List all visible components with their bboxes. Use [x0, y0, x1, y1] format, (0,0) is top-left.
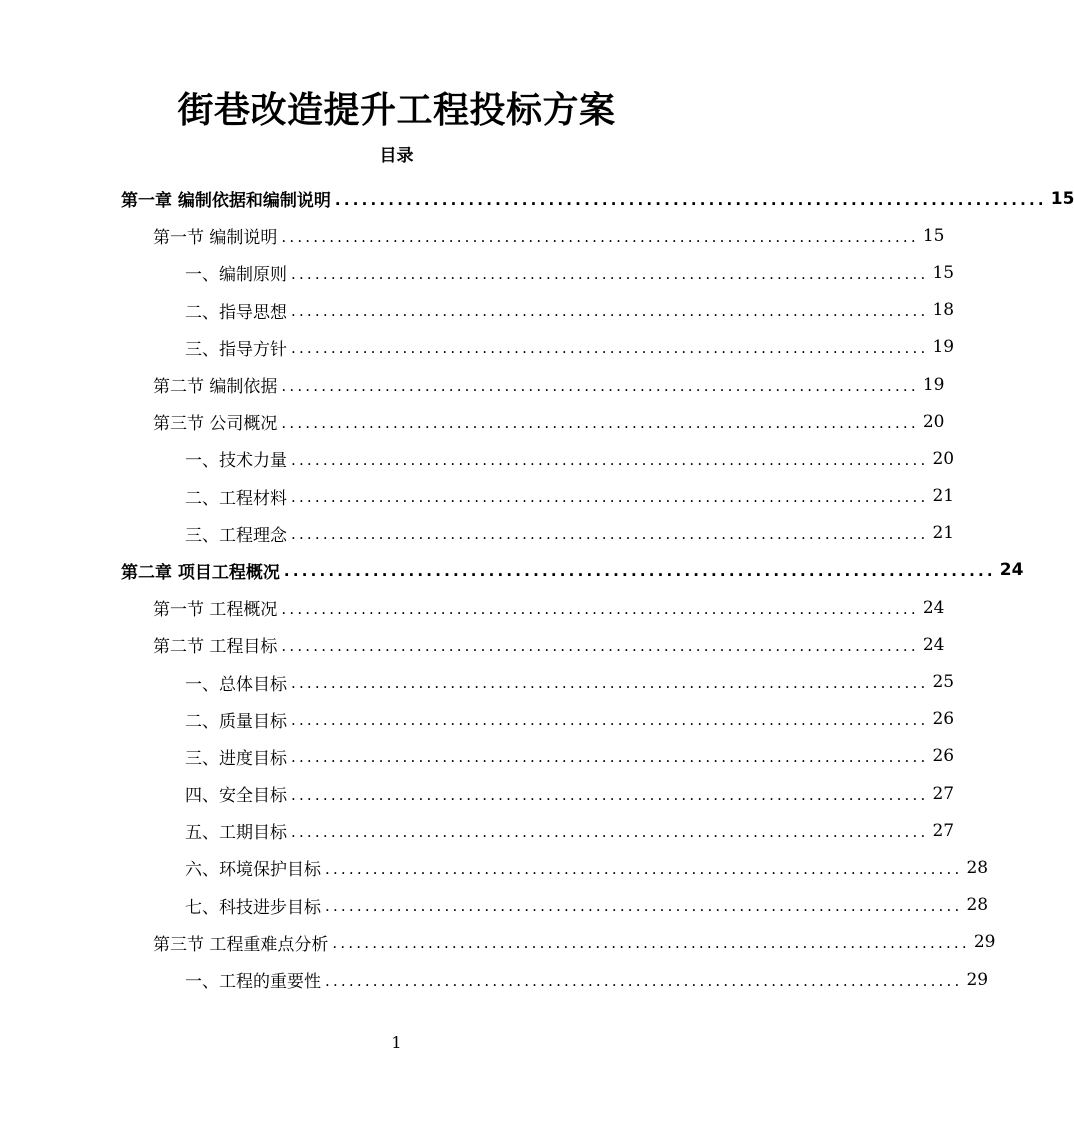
- toc-entry[interactable]: [0, 849, 989, 886]
- toc-entry-label: 五、工期目标: [185, 823, 287, 844]
- toc-entry-label: 二、指导思想: [185, 302, 287, 323]
- toc-entry-label: 第三节 公司概况: [153, 414, 278, 435]
- toc-entry-page: 15: [932, 262, 955, 283]
- toc-entry[interactable]: [0, 292, 955, 329]
- table-of-contents: [0, 180, 1074, 998]
- toc-entry-label: 第二章 项目工程概况: [121, 562, 280, 583]
- toc-entry[interactable]: [0, 626, 945, 663]
- toc-entry[interactable]: [0, 589, 945, 626]
- toc-entry-label: 一、技术力量: [185, 451, 287, 472]
- toc-entry-label: 二、工程材料: [185, 488, 287, 509]
- toc-entry[interactable]: [0, 924, 996, 961]
- toc-entry-page: 26: [932, 709, 955, 730]
- toc-entry[interactable]: [0, 403, 945, 440]
- toc-dot-leader: ................................................................................: [281, 413, 919, 432]
- toc-entry-page: 19: [932, 337, 955, 358]
- toc-entry[interactable]: [0, 887, 989, 924]
- toc-entry-page: 27: [932, 783, 955, 804]
- toc-dot-leader: ................................................................................: [334, 190, 1047, 209]
- toc-dot-leader: ................................................................................: [291, 450, 929, 469]
- toc-entry[interactable]: [0, 552, 1024, 589]
- toc-dot-leader: ................................................................................: [332, 934, 970, 953]
- toc-entry[interactable]: [0, 254, 955, 291]
- toc-entry-page: 27: [932, 820, 955, 841]
- toc-dot-leader: ................................................................................: [325, 859, 963, 878]
- toc-heading: 目录: [379, 146, 414, 166]
- toc-dot-leader: ................................................................................: [281, 376, 919, 395]
- toc-entry[interactable]: [0, 961, 989, 998]
- toc-entry-page: 28: [966, 895, 989, 916]
- toc-entry-label: 第二节 编制依据: [153, 377, 278, 398]
- toc-dot-leader: ................................................................................: [291, 785, 929, 804]
- toc-entry[interactable]: [0, 440, 955, 477]
- toc-entry-page: 15: [1050, 188, 1074, 209]
- toc-dot-leader: ................................................................................: [291, 748, 929, 767]
- toc-entry-label: 一、编制原则: [185, 265, 287, 286]
- toc-entry-page: 19: [922, 374, 945, 395]
- toc-entry-label: 第一节 编制说明: [153, 228, 278, 249]
- toc-entry-page: 15: [922, 225, 945, 246]
- toc-entry[interactable]: [0, 738, 955, 775]
- toc-dot-leader: ................................................................................: [291, 525, 929, 544]
- toc-entry[interactable]: [0, 775, 955, 812]
- toc-entry[interactable]: [0, 180, 1074, 217]
- toc-entry[interactable]: [0, 217, 945, 254]
- toc-entry-page: 18: [932, 300, 955, 321]
- toc-dot-leader: ................................................................................: [325, 897, 963, 916]
- toc-entry-label: 三、指导方针: [185, 339, 287, 360]
- toc-dot-leader: ................................................................................: [283, 562, 996, 581]
- toc-entry-label: 二、质量目标: [185, 711, 287, 732]
- toc-entry-label: 六、环境保护目标: [185, 860, 321, 881]
- toc-entry-label: 七、科技进步目标: [185, 897, 321, 918]
- toc-entry-page: 29: [973, 932, 996, 953]
- toc-entry-page: 20: [922, 411, 945, 432]
- toc-dot-leader: ................................................................................: [291, 302, 929, 321]
- toc-entry[interactable]: [0, 701, 955, 738]
- toc-dot-leader: ................................................................................: [291, 264, 929, 283]
- toc-dot-leader: ................................................................................: [291, 674, 929, 693]
- toc-entry-page: 24: [999, 560, 1024, 581]
- toc-dot-leader: ................................................................................: [291, 822, 929, 841]
- toc-dot-leader: ................................................................................: [281, 636, 919, 655]
- toc-entry[interactable]: [0, 515, 955, 552]
- toc-dot-leader: ................................................................................: [281, 227, 919, 246]
- toc-dot-leader: ................................................................................: [291, 711, 929, 730]
- toc-entry-label: 第一章 编制依据和编制说明: [121, 191, 331, 212]
- toc-dot-leader: ................................................................................: [291, 339, 929, 358]
- toc-entry[interactable]: [0, 366, 945, 403]
- toc-entry-label: 第一节 工程概况: [153, 600, 278, 621]
- toc-entry-page: 29: [966, 969, 989, 990]
- toc-dot-leader: ................................................................................: [281, 599, 919, 618]
- toc-entry[interactable]: [0, 478, 955, 515]
- toc-entry-page: 20: [932, 448, 955, 469]
- toc-entry-page: 25: [932, 672, 955, 693]
- document-title: 街巷改造提升工程投标方案: [177, 90, 616, 131]
- toc-entry-label: 第二节 工程目标: [153, 637, 278, 658]
- page-number: 1: [391, 1033, 402, 1052]
- toc-entry-page: 21: [932, 486, 955, 507]
- toc-entry-label: 一、总体目标: [185, 674, 287, 695]
- toc-entry[interactable]: [0, 663, 955, 700]
- toc-entry-label: 四、安全目标: [185, 786, 287, 807]
- toc-entry-label: 三、进度目标: [185, 748, 287, 769]
- toc-entry-page: 28: [966, 857, 989, 878]
- toc-entry-label: 第三节 工程重难点分析: [153, 934, 329, 955]
- toc-dot-leader: ................................................................................: [291, 488, 929, 507]
- toc-entry-page: 24: [922, 597, 945, 618]
- toc-entry-label: 三、工程理念: [185, 525, 287, 546]
- toc-dot-leader: ................................................................................: [325, 971, 963, 990]
- toc-entry-label: 一、工程的重要性: [185, 972, 321, 993]
- toc-entry-page: 21: [932, 523, 955, 544]
- toc-entry[interactable]: [0, 812, 955, 849]
- toc-entry[interactable]: [0, 329, 955, 366]
- toc-entry-page: 24: [922, 634, 945, 655]
- toc-entry-page: 26: [932, 746, 955, 767]
